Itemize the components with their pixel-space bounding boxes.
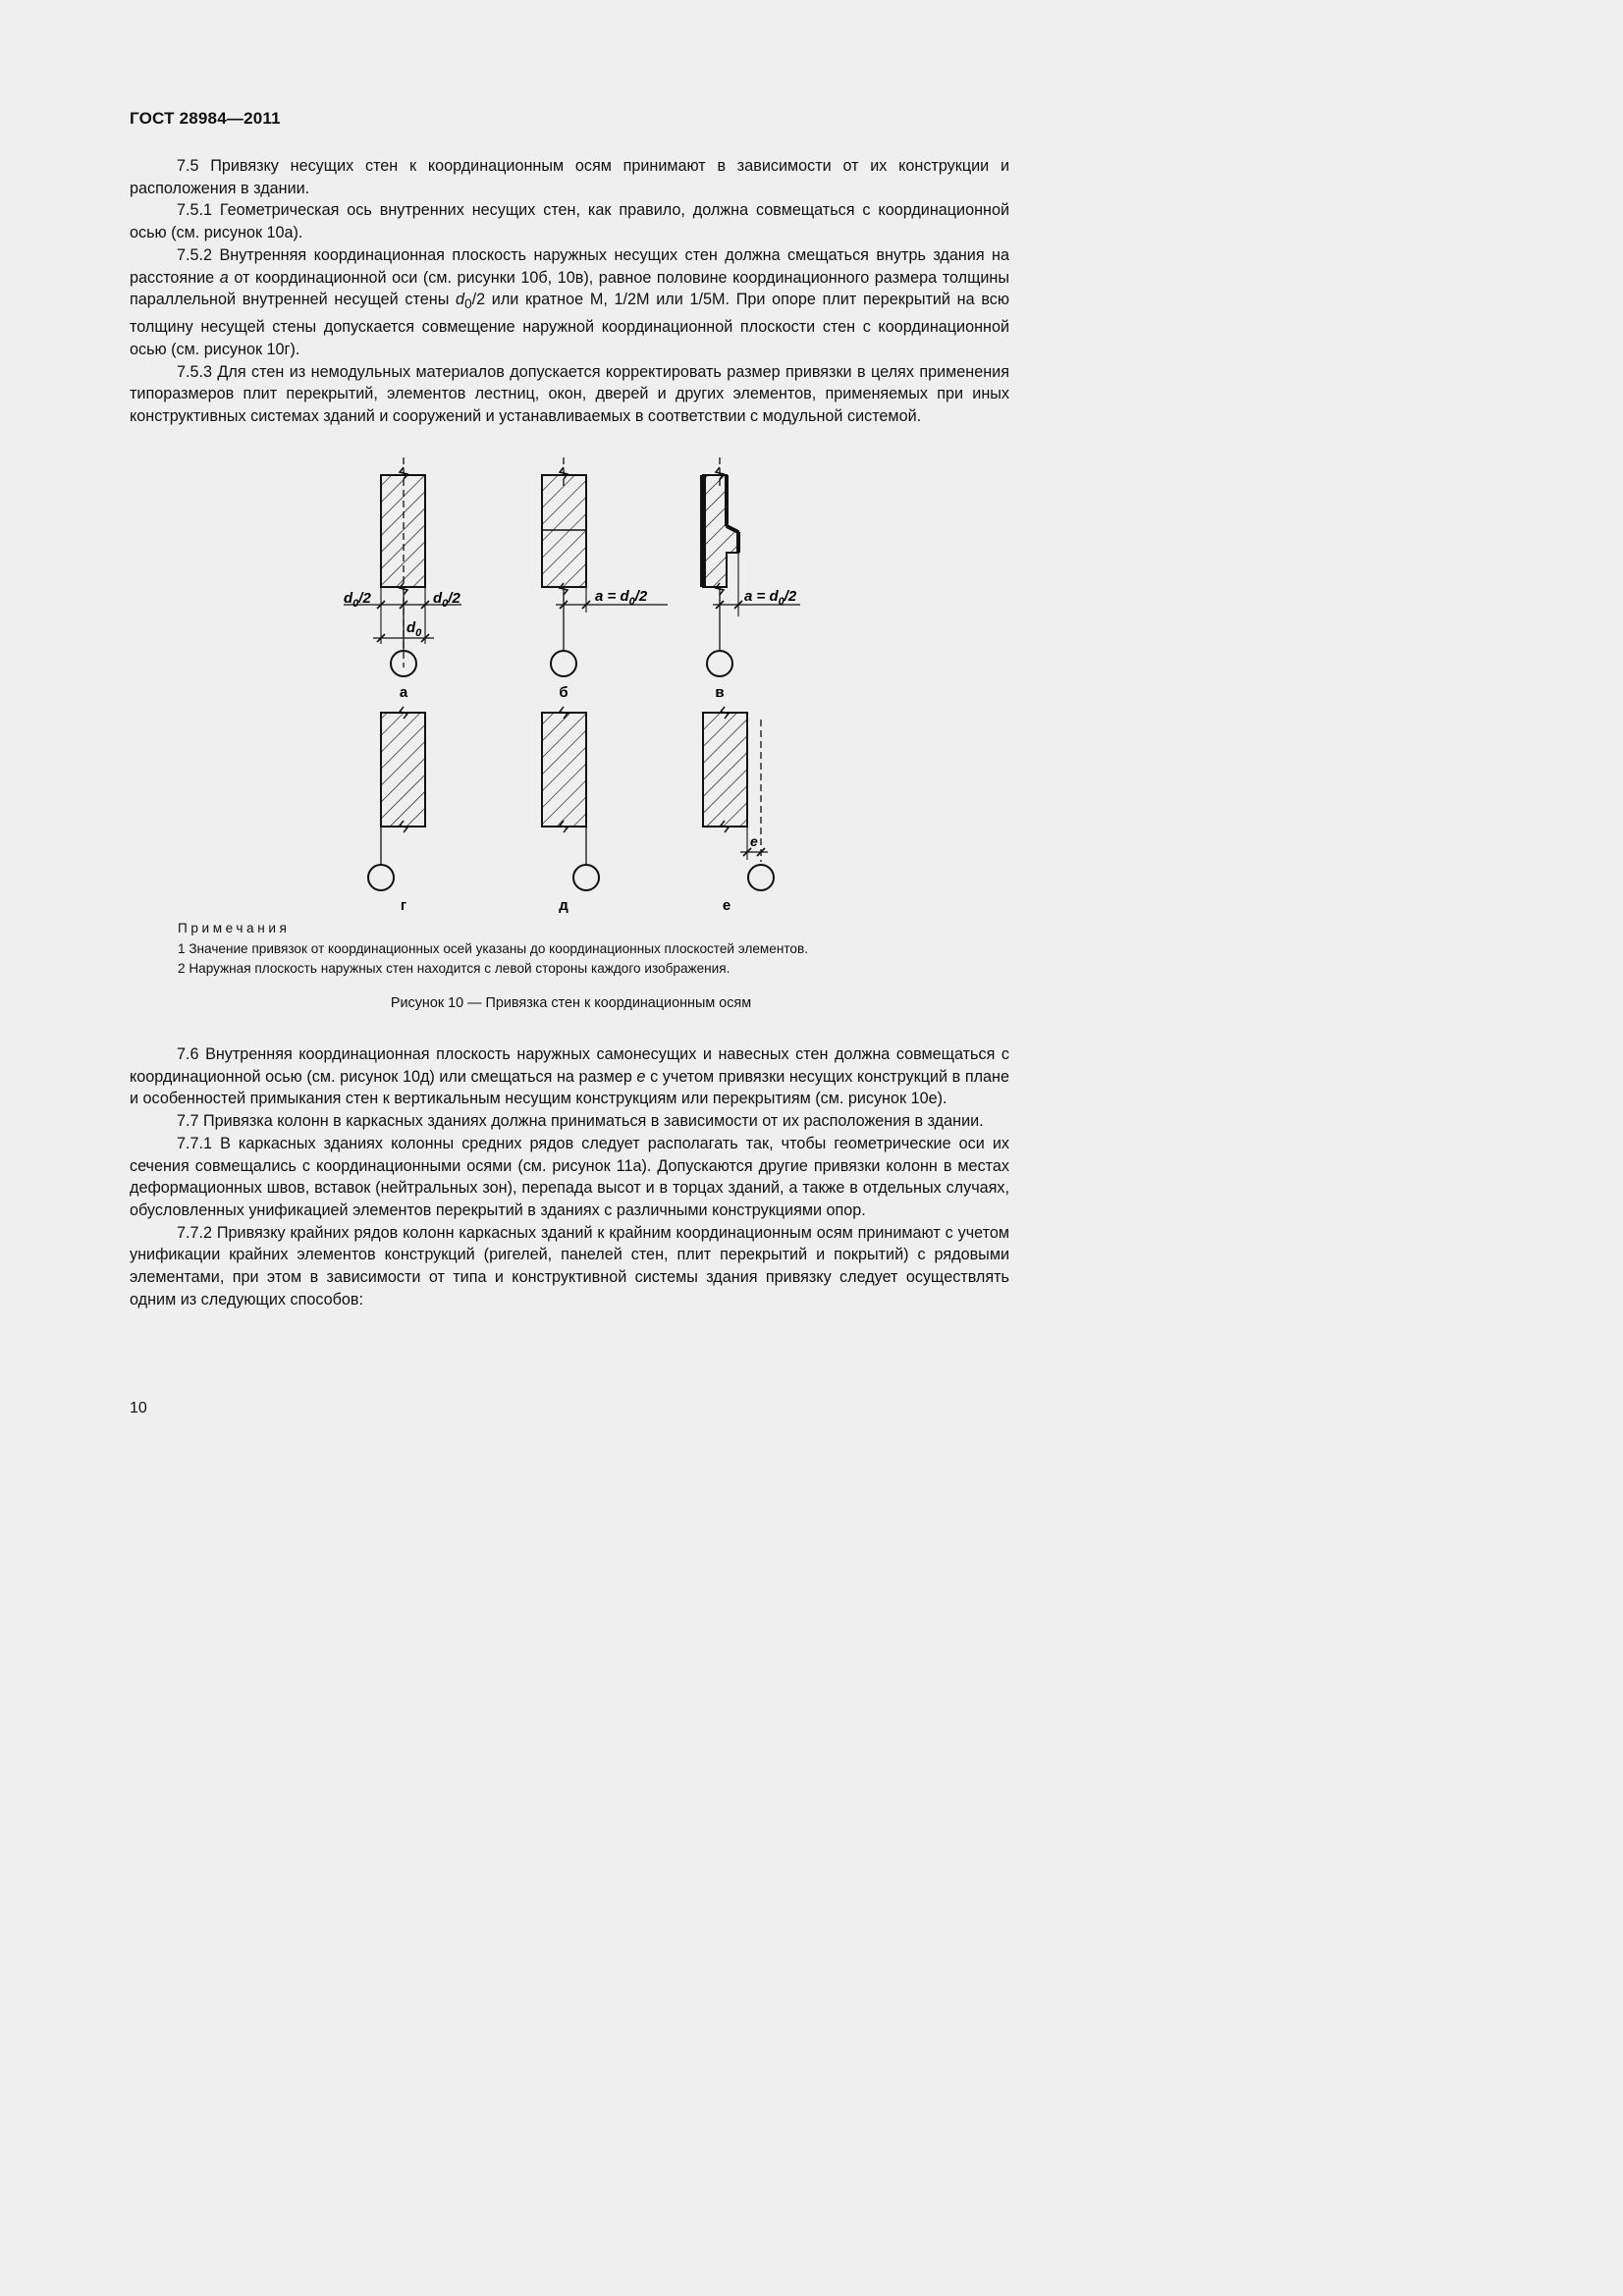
paragraph-7-5-2-tail: /2 или кратное М, 1/2М или 1/5М. При опоре плит перекрытий на всю толщину несущей стены допускается совмещение наружной координационной плоскости стен с координационной осью (см. рисунок 10г). [130,291,1009,358]
dim-label-e: e [750,833,758,849]
text-block-7-6 [130,1043,1009,1310]
paragraph-7-7-2: 7.7.2 Привязку крайних рядов колонн каркасных зданий к крайним координационным осям принимают с учетом унификации крайних элементов конструкций (ригелей, панелей стен, плит перекрытий и покрытий) с рядовыми элементами, при этом в зависимости от типа и конструктивной системы здания привязку следует осуществлять одним из следующих способов: [130,1223,1009,1308]
note-item-2: 2 Наружная плоскость наружных стен находится с левой стороны каждого изображения. [178,961,730,976]
wall-e [703,713,747,827]
panel-label-a: а [399,684,408,701]
paragraph-7-7-1: 7.7.1 В каркасных зданиях колонны средних рядов следует располагать так, чтобы геометрические оси их сечения совмещались с координационными осями (см. рисунок 11а). Допускаются другие привязки колонн в местах деформационных швов, вставок (нейтральных зон), перепада высот и в торцах зданий, а также в отдельных случаях, обусловленных унификацией элементов перекрытий в зданиях с различными конструкциями опор. [130,1134,1009,1219]
panel-label-g: г [400,897,407,914]
panel-b [542,457,668,701]
panel-label-d: д [559,897,568,914]
figure-caption: Рисунок 10 — Привязка стен к координационным осям [390,995,752,1011]
dim-label-a-d0: $d_0$ [406,619,422,639]
wall-d [542,713,586,827]
panel-g [368,707,425,914]
axis-marker-e [748,865,774,890]
paragraph-7-6-tail: с учетом привязки несущих конструкций в плане и особенностей примыкания стен к вертикальным несущим конструкциям или перекрытиям (см. рисунок 10е). [130,1067,1009,1108]
text-block-7-5 [130,155,1009,428]
panel-label-b: б [559,684,568,701]
variable-d: d [456,291,465,309]
notes-title: Примечания [178,921,291,935]
panel-a [344,457,461,701]
paragraph-7-5-2-mid: от координационной оси (см. рисунки 10б, 10в), равное половине координационного размера толщины параллельной внутренней несущей стены [130,268,1009,309]
wall-b [542,475,586,587]
paragraph-7-6 [130,1043,1009,1110]
panel-e [703,707,774,914]
note-item-1: 1 Значение привязок от координационных осей указаны до координационных плоскостей элементов. [178,940,808,956]
variable-a: а [219,268,229,287]
wall-g [381,713,425,827]
paragraph-7-5: 7.5 Привязку несущих стен к координационным осям принимают в зависимости от их конструкции и расположения в здании. [130,157,1009,197]
document-code: ГОСТ 28984—2011 [130,109,281,128]
figure-10-drawing [0,450,1088,921]
panel-d [542,707,599,914]
paragraph-7-7: 7.7 Привязка колонн в каркасных зданиях должна приниматься в зависимости от их расположения в здании. [177,1112,984,1131]
page-number: 10 [130,1400,147,1416]
dim-label-v: $a = d_0/2$ [744,588,797,608]
axis-marker-v [707,651,732,676]
paragraph-7-6-lead: 7.6 Внутренняя координационная плоскость наружных самонесущих и навесных стен должна совмещаться с координационной осью (см. рисунок 10д) или смещаться на размер [130,1045,1009,1086]
dim-label-a-left: $d_0/2$ [344,590,371,610]
panel-v [703,457,800,701]
figure-10 [0,450,1088,921]
axis-marker-d [573,865,599,890]
panel-label-v: в [715,684,725,701]
dim-label-b: $a = d_0/2$ [595,588,648,608]
variable-e: е [636,1067,646,1086]
axis-marker-b [551,651,576,676]
subscript-zero: 0 [464,296,472,312]
figure-notes [178,919,808,980]
axis-marker-g [368,865,394,890]
paragraph-7-5-1: 7.5.1 Геометрическая ось внутренних несущих стен, как правило, должна совмещаться с координационной осью (см. рисунок 10а). [130,201,1009,242]
paragraph-7-5-2-lead: 7.5.2 Внутренняя координационная плоскость наружных несущих стен должна смещаться внутрь здания на расстояние [130,245,1009,287]
paragraph-7-5-2 [130,244,1009,361]
dim-label-a-right: $d_0/2$ [433,590,460,610]
paragraph-7-5-3: 7.5.3 Для стен из немодульных материалов допускается корректировать размер привязки в целях применения типоразмеров плит перекрытий, элементов лестниц, окон, дверей и других элементов, применяемых при иных конструктивных системах зданий и сооружений и устанавливаемых в соответствии с модульной системой. [130,362,1009,425]
panel-label-e: е [722,897,731,914]
